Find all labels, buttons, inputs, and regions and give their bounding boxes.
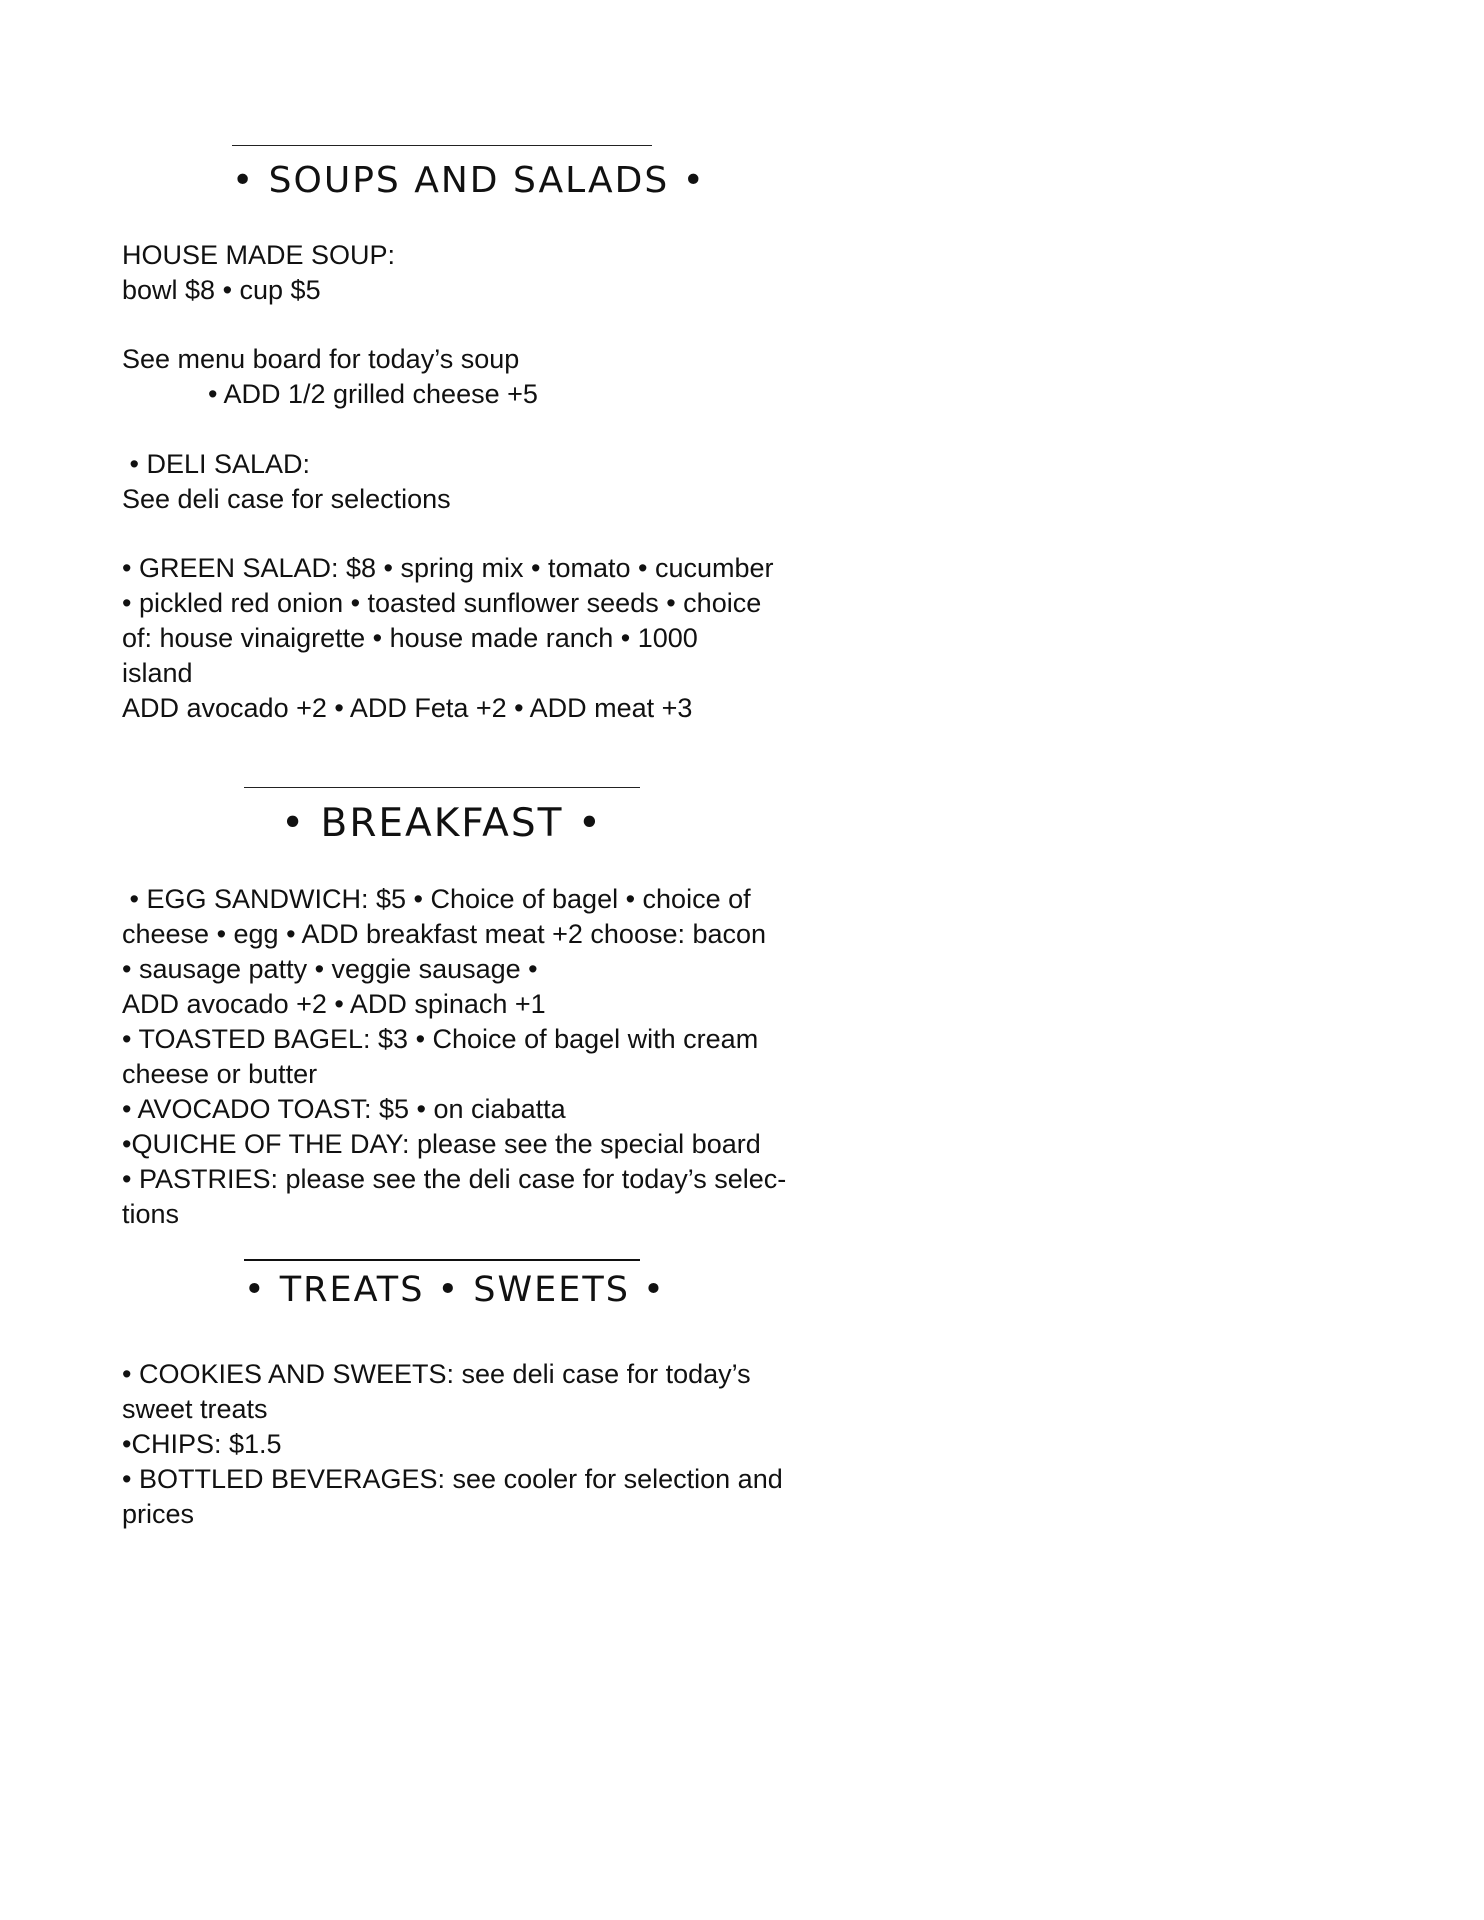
menu-line: See menu board for today’s soup — [122, 344, 520, 374]
menu-line: prices — [122, 1499, 195, 1529]
menu-line: • BOTTLED BEVERAGES: see cooler for selection and — [122, 1464, 783, 1494]
menu-line: • ADD 1/2 grilled cheese +5 — [208, 379, 538, 409]
menu-line: •CHIPS: $1.5 — [122, 1429, 282, 1459]
menu-line: • EGG SANDWICH: $5 • Choice of bagel • choice of — [122, 884, 751, 914]
menu-line: • sausage patty • veggie sausage • — [122, 954, 538, 984]
menu-line: • TOASTED BAGEL: $3 • Choice of bagel with cream — [122, 1024, 759, 1054]
menu-line: cheese • egg • ADD breakfast meat +2 choose: bacon — [122, 919, 767, 949]
menu-line: HOUSE MADE SOUP: — [122, 240, 396, 270]
menu-line: • GREEN SALAD: $8 • spring mix • tomato • cucumber — [122, 553, 774, 583]
menu-line: tions — [122, 1199, 180, 1229]
menu-line: bowl $8 • cup $5 — [122, 275, 321, 305]
menu-line: • DELI SALAD: — [122, 449, 311, 479]
menu-line: ADD avocado +2 • ADD spinach +1 — [122, 989, 546, 1019]
section-heading-breakfast: • BREAKFAST • — [281, 801, 603, 846]
section-divider-treats — [244, 1259, 640, 1261]
menu-line: of: house vinaigrette • house made ranch • 1000 — [122, 623, 698, 653]
menu-line: •QUICHE OF THE DAY: please see the special board — [122, 1129, 761, 1159]
section-heading-soups-and-salads: • SOUPS AND SALADS • — [232, 160, 706, 201]
section-divider-soups — [232, 145, 652, 146]
menu-line: sweet treats — [122, 1394, 268, 1424]
menu-line: See deli case for selections — [122, 484, 451, 514]
section-heading-treats-sweets: • TREATS • SWEETS • — [244, 1270, 666, 1310]
menu-line: island — [122, 658, 193, 688]
menu-line: • PASTRIES: please see the deli case for today’s selec- — [122, 1164, 787, 1194]
menu-line: • AVOCADO TOAST: $5 • on ciabatta — [122, 1094, 566, 1124]
menu-line: • COOKIES AND SWEETS: see deli case for today’s — [122, 1359, 751, 1389]
menu-line: • pickled red onion • toasted sunflower seeds • choice — [122, 588, 762, 618]
menu-line: cheese or butter — [122, 1059, 318, 1089]
section-divider-breakfast — [244, 787, 640, 788]
menu-line: ADD avocado +2 • ADD Feta +2 • ADD meat +3 — [122, 693, 693, 723]
